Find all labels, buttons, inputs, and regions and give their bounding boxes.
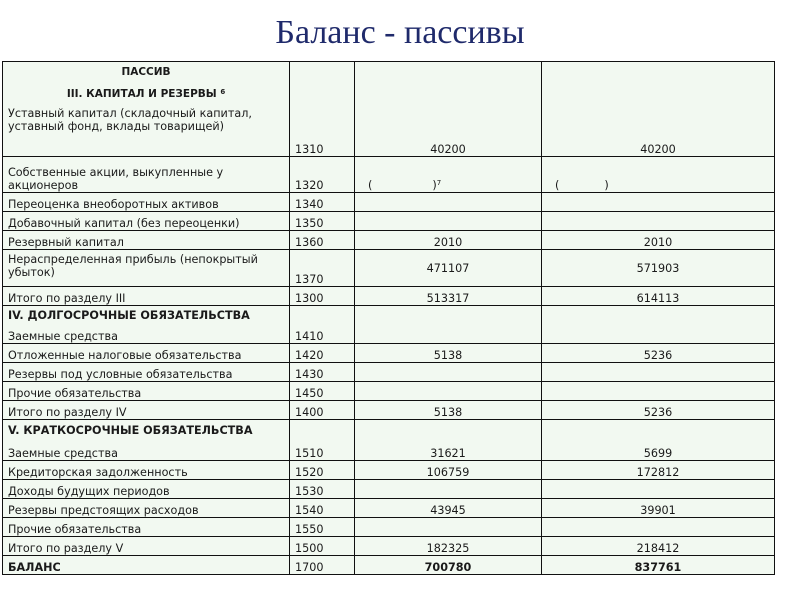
row-label: Кредиторская задолженность xyxy=(3,461,290,480)
value-previous: 218412 xyxy=(542,537,775,556)
table-row xyxy=(3,193,775,212)
value-previous xyxy=(542,480,775,499)
value-current xyxy=(355,480,542,499)
row-code: 1520 xyxy=(290,461,355,480)
row-code: 1400 xyxy=(290,401,355,420)
row-code: 1500 xyxy=(290,537,355,556)
value-previous: 39901 xyxy=(542,499,775,518)
value-previous xyxy=(542,306,775,344)
value-current: 700780 xyxy=(355,556,542,575)
row-code: 1350 xyxy=(290,212,355,231)
row-label: Итого по разделу III xyxy=(3,287,290,306)
row-code: 1360 xyxy=(290,231,355,250)
table-row xyxy=(3,287,775,306)
row-code: 1510 xyxy=(290,420,355,461)
value-current xyxy=(355,193,542,212)
row-code: 1700 xyxy=(290,556,355,575)
value-previous: 5699 xyxy=(542,420,775,461)
value-current: 31621 xyxy=(355,420,542,461)
value-current: 106759 xyxy=(355,461,542,480)
row-label: Уставный капитал (складочный капитал, уставный фонд, вклады товарищей) xyxy=(3,106,290,157)
table-row xyxy=(3,62,775,84)
value-current: 513317 xyxy=(355,287,542,306)
table-row xyxy=(3,461,775,480)
row-label: Резервный капитал xyxy=(3,231,290,250)
row-label: Итого по разделу V xyxy=(3,537,290,556)
value-previous: 5236 xyxy=(542,401,775,420)
value-previous xyxy=(542,518,775,537)
value-current xyxy=(355,382,542,401)
table-row xyxy=(3,556,775,575)
value-current: 2010 xyxy=(355,231,542,250)
value-previous xyxy=(542,212,775,231)
row-label: Прочие обязательства xyxy=(3,382,290,401)
row-label: Резервы под условные обязательства xyxy=(3,363,290,382)
row-label: БАЛАНС xyxy=(3,556,290,575)
value-current xyxy=(355,306,542,344)
value-current xyxy=(355,518,542,537)
value-previous xyxy=(542,363,775,382)
row-code: 1370 xyxy=(290,250,355,287)
table-row xyxy=(3,306,775,325)
value-current: 5138 xyxy=(355,344,542,363)
value-current: 471107 xyxy=(355,250,542,287)
row-label: Отложенные налоговые обязательства xyxy=(3,344,290,363)
row-label: Доходы будущих периодов xyxy=(3,480,290,499)
row-label: Добавочный капитал (без переоценки) xyxy=(3,212,290,231)
row-code: 1540 xyxy=(290,499,355,518)
table-row xyxy=(3,480,775,499)
value-current xyxy=(355,363,542,382)
row-label: Прочие обязательства xyxy=(3,518,290,537)
paren-close: ) xyxy=(604,179,609,192)
table-row xyxy=(3,157,775,193)
table-row xyxy=(3,363,775,382)
row-code: 1530 xyxy=(290,480,355,499)
page-title: Баланс - пассивы xyxy=(275,14,525,51)
value-current: 40200 xyxy=(355,62,542,157)
section-title-longterm: IV. ДОЛГОСРОЧНЫЕ ОБЯЗАТЕЛЬСТВА xyxy=(3,306,290,325)
footnote-mark: 7 xyxy=(436,179,442,187)
value-previous: 614113 xyxy=(542,287,775,306)
table-row xyxy=(3,499,775,518)
table-row xyxy=(3,537,775,556)
value-current: 182325 xyxy=(355,537,542,556)
table-row xyxy=(3,344,775,363)
row-code: 1550 xyxy=(290,518,355,537)
row-code: 1340 xyxy=(290,193,355,212)
value-previous: 5236 xyxy=(542,344,775,363)
value-previous: 172812 xyxy=(542,461,775,480)
table-row xyxy=(3,401,775,420)
value-previous xyxy=(542,193,775,212)
row-code: 1410 xyxy=(290,306,355,344)
table-row xyxy=(3,420,775,441)
row-code: 1310 xyxy=(290,62,355,157)
balance-liabilities-table xyxy=(2,61,775,575)
table-row xyxy=(3,231,775,250)
value-current xyxy=(355,157,542,193)
row-label: Резервы предстоящих расходов xyxy=(3,499,290,518)
value-previous: 40200 xyxy=(542,62,775,157)
value-current: 43945 xyxy=(355,499,542,518)
value-current xyxy=(355,212,542,231)
value-previous: 2010 xyxy=(542,231,775,250)
row-label: Заемные средства xyxy=(3,325,290,344)
row-code: 1450 xyxy=(290,382,355,401)
section-title-shortterm: V. КРАТКОСРОЧНЫЕ ОБЯЗАТЕЛЬСТВА xyxy=(3,420,290,441)
section-title-capital xyxy=(3,84,290,106)
paren-open: ( xyxy=(555,179,560,192)
value-previous: 837761 xyxy=(542,556,775,575)
value-previous xyxy=(542,157,775,193)
paren-open: ( xyxy=(368,179,373,192)
row-code: 1420 xyxy=(290,344,355,363)
paren-close: ) xyxy=(432,179,437,192)
footnote-mark: 6 xyxy=(220,88,226,96)
row-label: Нераспределенная прибыль (непокрытый убыток) xyxy=(3,250,290,287)
table-row xyxy=(3,212,775,231)
value-current: 5138 xyxy=(355,401,542,420)
row-code: 1430 xyxy=(290,363,355,382)
row-code: 1300 xyxy=(290,287,355,306)
table-row xyxy=(3,382,775,401)
row-code: 1320 xyxy=(290,157,355,193)
value-previous xyxy=(542,382,775,401)
row-label: Собственные акции, выкупленные у акционеров xyxy=(3,157,290,193)
passive-header: ПАССИВ xyxy=(3,62,290,84)
table-row xyxy=(3,518,775,537)
row-label: Заемные средства xyxy=(3,441,290,461)
row-label: Итого по разделу IV xyxy=(3,401,290,420)
row-label: Переоценка внеоборотных активов xyxy=(3,193,290,212)
section-title-text: III. КАПИТАЛ И РЕЗЕРВЫ xyxy=(66,88,217,100)
table-row xyxy=(3,250,775,287)
value-previous: 571903 xyxy=(542,250,775,287)
